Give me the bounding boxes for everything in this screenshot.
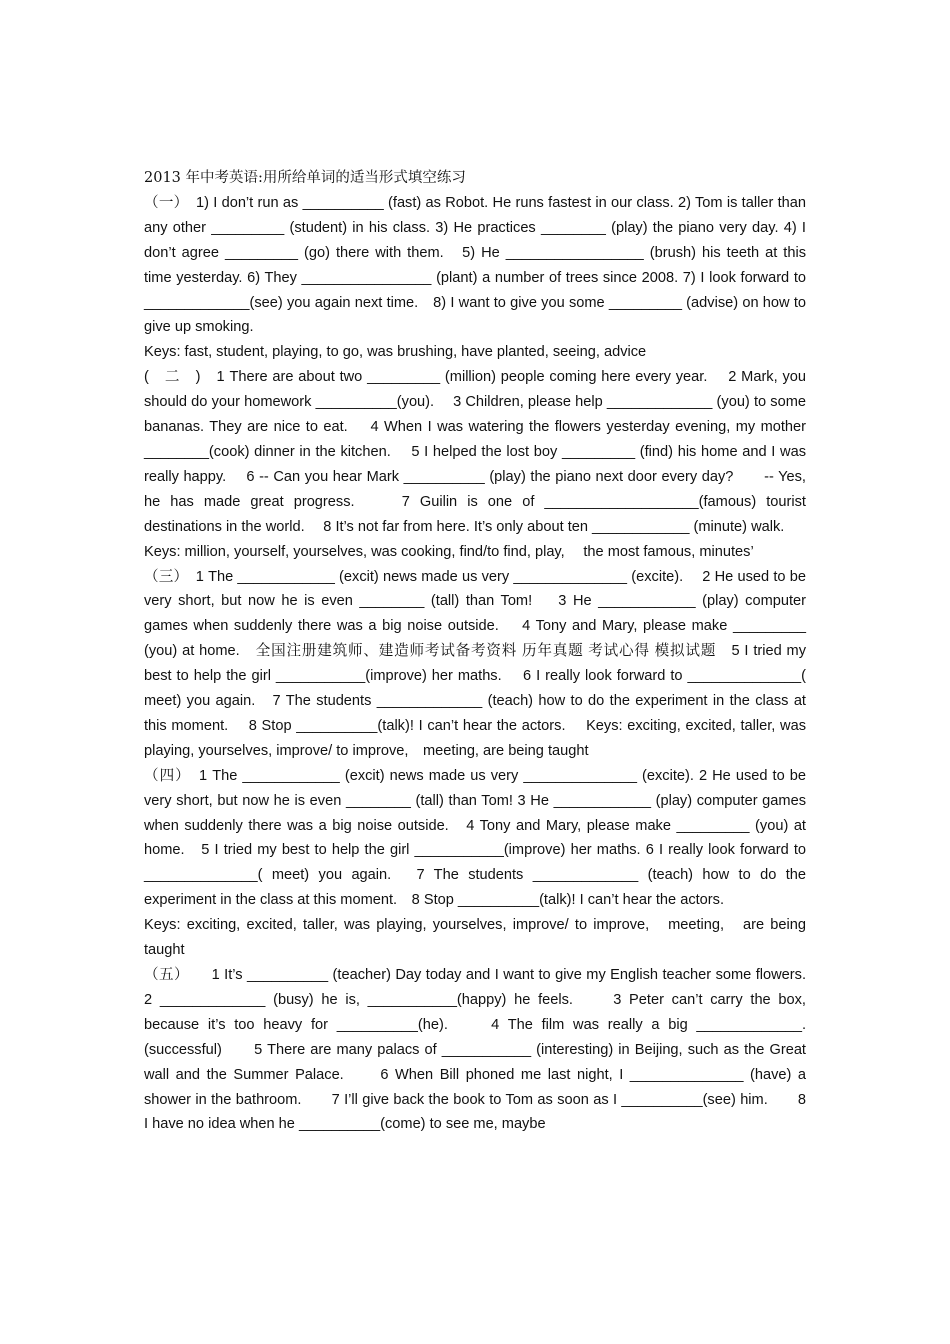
- exercise-section-1: （一） 1) I don’t run as __________ (fast) as Robot. He runs fastest in our class. 2) Tom is taller than any other _________ (student) in his class. 3) He practices ________ (play) the piano very day. 4) I don’t agree _________ (go) there with them. 5) He _________________ (brush) his teeth at this time yesterday. 6) They ________________ (plant) a number of trees since 2008. 7) I look forward to _____________(see) you again next time. 8) I want to give you some _________ (advise) on how to give up smoking.: [144, 194, 806, 336]
- answer-keys-1: Keys: fast, student, playing, to go, was brushing, have planted, seeing, advice: [144, 344, 647, 361]
- exercise-section-5: （五） 1 It’s __________ (teacher) Day today and I want to give my English teacher some flowers. 2 _____________ (busy) he is, ___________(happy) he feels. 3 Peter can’t carry the box, because it’s too heavy for __________(he). 4 The film was really a big _____________. (successful) 5 There are many palacs of ___________ (interesting) in Beijing, such as the Great wall and the Summer Palace. 6 When Bill phoned me last night, I ______________ (have) a shower in the bathroom. 7 I’ll give back the book to Tom as soon as I __________(see) him. 8 I have no idea when he __________(come) to see me, maybe: [144, 967, 836, 1133]
- exercise-section-4: （四） 1 The ____________ (excit) news made us very ______________ (excite). 2 He used to be very short, but now he is even ________ (tall) than Tom! 3 He ____________ (play) computer games when suddenly there was a big noise outside. 4 Tony and Mary, please make _________ (you) at home. 5 I tried my best to help the girl ___________(improve) her maths. 6 I really look forward to ______________( meet) you again. 7 The students _____________ (teach) how to do the experiment in the class at this moment. 8 Stop __________(talk)! I can’t hear the actors.: [144, 767, 806, 909]
- exercise-section-3: （三） 1 The ____________ (excit) news made us very ______________ (excite). 2 He used to be very short, but now he is even ________ (tall) than Tom! 3 He ____________ (play) computer games when suddenly there was a big noise outside. 4 Tony and Mary, please make _________ (you) at home. 全国注册建筑师、建造师考试备考资料 历年真题 考试心得 模拟试题 5 I tried my best to help the girl ___________(improve) her maths. 6 I really look forward to ______________( meet) you again. 7 The students _____________ (teach) how to do the experiment in the class at this moment. 8 Stop __________(talk)! I can’t hear the actors. Keys: exciting, excited, taller, was playing, yourselves, improve/ to improve, meeting, are being taught: [144, 568, 806, 759]
- document-title: 2013 年中考英语:用所给单词的适当形式填空练习: [144, 170, 466, 186]
- document-content: [144, 166, 836, 1137]
- exercise-section-2: ( 二 ) 1 There are about two _________ (million) people coming here every year. 2 Mark, you should do your homework __________(you). 3 Children, please help _____________ (you) to some bananas. They are nice to eat. 4 When I was watering the flowers yesterday evening, my mother ________(cook) dinner in the kitchen. 5 I helped the lost boy _________ (find) his home and I was really happy. 6 -- Can you hear Mark __________ (play) the piano next door every day? -- Yes, he has made great progress. 7 Guilin is one of ___________________(famous) tourist destinations in the world. 8 It’s not far from here. It’s only about ten ____________ (minute) walk.: [144, 369, 806, 535]
- answer-keys-4: Keys: exciting, excited, taller, was playing, yourselves, improve/ to improve, meeting, are being taught: [144, 917, 806, 959]
- answer-keys-2: Keys: million, yourself, yourselves, was cooking, find/to find, play, the most famous, minutes’: [144, 543, 754, 560]
